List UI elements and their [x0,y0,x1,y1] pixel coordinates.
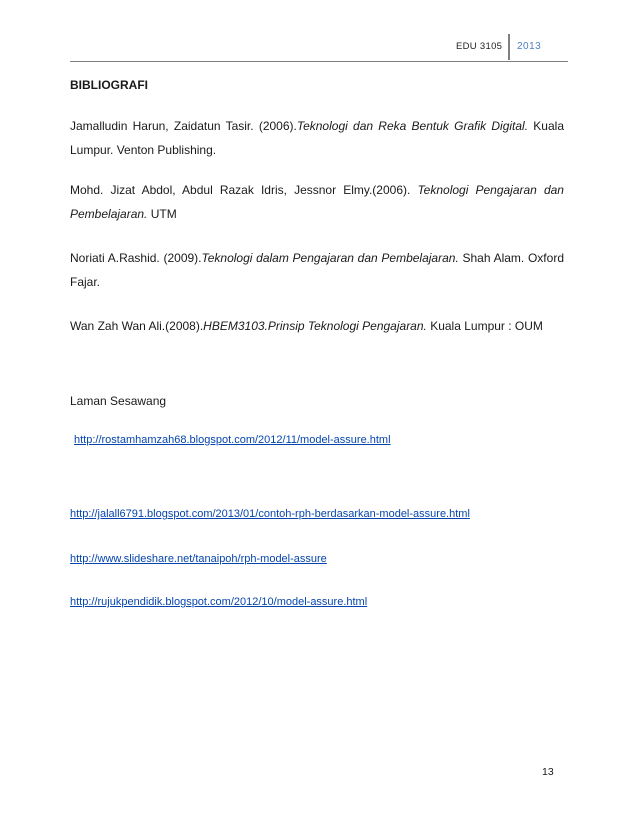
header-year: 2013 [517,41,542,52]
reference-publisher: Kuala Lumpur. Venton Publishing. [70,119,564,157]
reference-title: Teknologi dalam Pengajaran dan Pembelajaran. [201,251,459,265]
header-divider [508,34,510,60]
reference-authors: Noriati A.Rashid. (2009). [70,251,202,265]
reference-item [70,246,564,294]
reference-title: HBEM3103.Prinsip Teknologi Pengajaran. [203,319,427,333]
page-title: BIBLIOGRAFI [70,78,148,92]
web-references-heading: Laman Sesawang [70,394,167,408]
web-link[interactable]: http://jalall6791.blogspot.com/2013/01/contoh-rph-berdasarkan-model-assure.html [70,508,470,520]
web-link[interactable]: http://rujukpendidik.blogspot.com/2012/10/model-assure.html [70,596,368,608]
reference-publisher: UTM [147,207,177,221]
reference-publisher: Kuala Lumpur : OUM [426,319,543,333]
reference-item [70,314,564,338]
web-link[interactable]: http://rostamhamzah68.blogspot.com/2012/11/model-assure.html [74,434,391,446]
page-number: 13 [542,766,554,778]
reference-title: Teknologi Pengajaran dan Pembelajaran. [70,183,564,221]
reference-item [70,178,564,226]
reference-authors: Mohd. Jizat Abdol, Abdul Razak Idris, Jessnor Elmy.(2006). [70,183,418,197]
reference-title: Teknologi dan Reka Bentuk Grafik Digital. [296,119,529,133]
header-course-code: EDU 3105 [456,41,503,52]
header-rule [70,61,568,62]
reference-authors: Wan Zah Wan Ali.(2008). [70,319,204,333]
reference-authors: Jamalludin Harun, Zaidatun Tasir. (2006). [70,119,297,133]
reference-publisher: Shah Alam. Oxford Fajar. [70,251,564,289]
web-link[interactable]: http://www.slideshare.net/tanaipoh/rph-model-assure [70,553,327,565]
reference-item [70,114,564,162]
